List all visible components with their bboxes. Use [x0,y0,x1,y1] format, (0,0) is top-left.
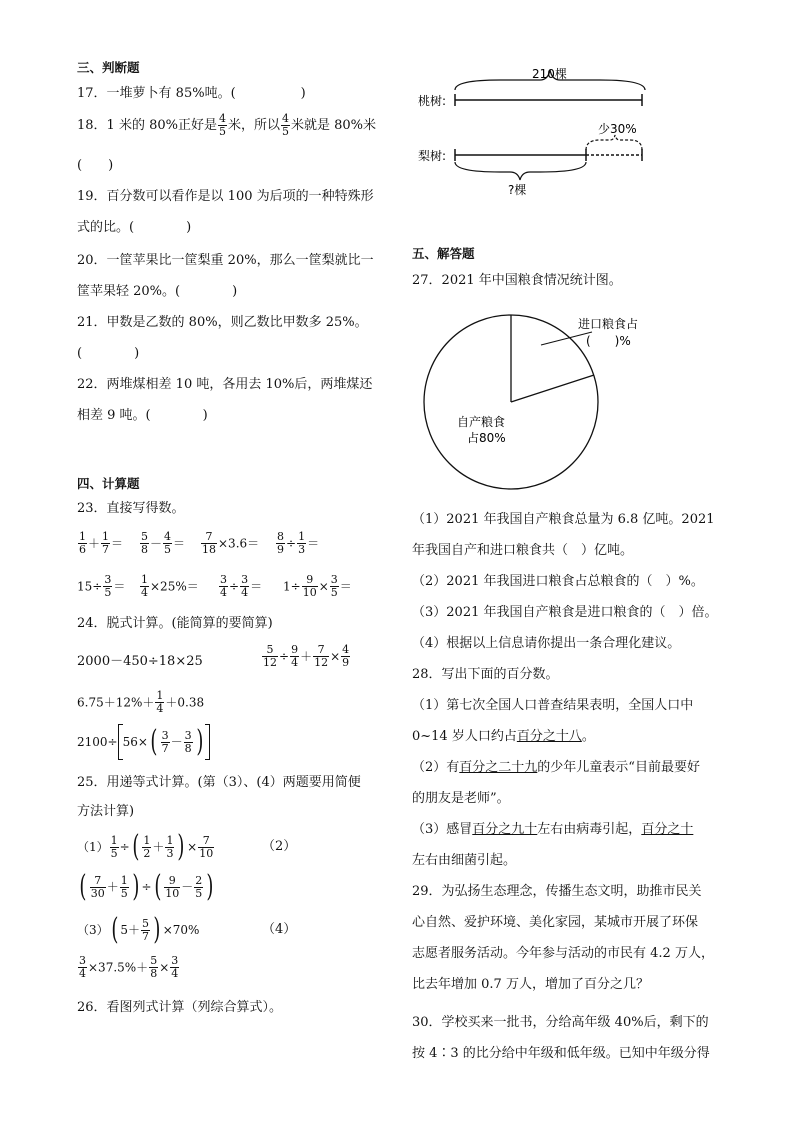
calc-25-4: $\frac{3}{4}$ ×37.5%＋ $\frac{5}{8}$ × $\frac{3}{4}$ [79,954,179,980]
calc-15-div-3-5: 15÷ $\frac{3}{5}$ ＝ [77,573,126,599]
unknown-trees-label: ?棵 [508,183,527,197]
section-4-title: 四、计算题 [77,476,140,491]
import-blank: ( )% [586,334,631,348]
calc-25-2: ( $\frac{7}{30}$ ＋ $\frac{1}{5}$ ) ÷( $\frac{9}{10}$ － $\frac{2}{5}$ ) [79,869,214,904]
question-28-1-line1: （1）第七次全国人口普查结果表明，全国人口中 [412,698,694,713]
grain-pie-chart [420,302,680,502]
calc-1-div-9-10-times-3-5: 1÷ $\frac{9}{10}$ × $\frac{3}{5}$ ＝ [283,573,352,599]
question-22-line1: 22．两堆煤相差 10 吨，各用去 10%后，两堆煤还 [77,377,373,392]
tree-comparison-diagram [410,60,660,200]
question-18: 18．1 米的 80%正好是 $\frac{4}{5}$ 米，所以 $\frac{4}{5}$ 米就是 80%米 [77,112,377,138]
calc-24-expr2: $\frac{5}{12}$ ÷ $\frac{9}{4}$ ＋ $\frac{7}{12}$ × $\frac{4}{9}$ [263,643,350,669]
question-24: 24．脱式计算。(能简算的要简算) [77,616,273,631]
fraction: $\frac{4}{5}$ [282,112,289,138]
question-18-answer-blank: ( ) [77,158,114,173]
question-27-3: （3）2021 年我国自产粮食是进口粮食的（ ）倍。 [412,605,718,620]
section-3-title: 三、判断题 [77,60,140,75]
question-29-line4: 比去年增加 0.7 万人，增加了百分之几？ [412,977,649,992]
peach-total-label: 210棵 [532,67,567,81]
calc-1-6-plus-1-7: $\frac{1}{6}$ ＋ $\frac{1}{7}$ ＝ [79,530,124,556]
question-25-line1: 25．用递等式计算。(第（3）、(4）两题要用简便 [77,775,361,790]
question-27-1-line1: （1）2021 年我国自产粮食总量为 6.8 亿吨。2021 [412,512,715,527]
question-19-line2: 式的比。( ) [77,220,192,235]
calc-25-4-label: （4） [262,922,297,937]
peach-label: 桃树: [418,94,447,108]
calc-7-18-times-3-6: $\frac{7}{18}$ ×3.6＝ [202,530,260,556]
calc-1-4-times-25pct: $\frac{1}{4}$ ×25%＝ [141,573,199,599]
question-27-2: （2）2021 年我国进口粮食占总粮食的（ ）%。 [412,574,704,589]
question-17: 17．一堆萝卜有 85%吨。( ) [77,86,306,101]
calc-8-9-div-1-3: $\frac{8}{9}$ ÷ $\frac{1}{3}$ ＝ [277,530,320,556]
calc-24-expr4: 2100÷ 56×( $\frac{3}{7}$ － $\frac{3}{8}$ ) [77,724,210,760]
question-27-4: （4）根据以上信息请你提出一条合理化建议。 [412,636,681,651]
pear-label: 梨树: [418,149,447,163]
question-20-line1: 20．一筐苹果比一筐梨重 20%，那么一筐梨就比一 [77,253,374,268]
calc-25-2-label: （2） [262,839,297,854]
pie-slice-boundary-end [511,375,594,402]
question-19-line1: 19．百分数可以看作是以 100 为后项的一种特殊形 [77,189,374,204]
brace-less [586,135,642,150]
question-27: 27．2021 年中国粮食情况统计图。 [412,273,622,288]
import-label: 进口粮食占 [578,317,639,331]
question-28: 28．写出下面的百分数。 [412,667,559,682]
question-21-line2: ( ) [77,346,140,361]
question-30-line2: 按 4∶3 的比分给中年级和低年级。已知中年级分得 [412,1046,710,1061]
question-29-line1: 29．为弘扬生态理念，传播生态文明，助推市民关 [412,884,702,899]
self-produced-label: 自产粮食 [457,415,506,429]
fraction: $\frac{4}{5}$ [218,112,226,138]
question-27-1-line2: 年我国自产和进口粮食共（ ）亿吨。 [412,543,634,558]
less-percent-label: 少30% [598,122,637,136]
question-29-line2: 心自然、爱护环境、美化家园，某城市开展了环保 [412,915,699,930]
question-28-2-line1: （2）有百分之二十九的少年儿童表示“目前最要好 [412,760,700,775]
question-23: 23．直接写得数。 [77,501,185,516]
question-25-line2: 方法计算) [77,804,135,819]
question-28-1-line2: 0~14 岁人口约占百分之十八。 [412,729,595,744]
calc-25-1: （1） $\frac{1}{5}$ ÷( $\frac{1}{2}$ ＋ $\frac{1}{3}$ ) × $\frac{7}{10}$ [77,829,214,864]
self-produced-value: 占80% [467,431,506,445]
brace-bottom [455,162,586,180]
question-30-line1: 30．学校买来一批书，分给高年级 40%后，剩下的 [412,1015,709,1030]
calc-24-expr1: 2000－450÷18×25 [77,654,203,669]
import-leader-line [541,332,592,345]
question-28-2-line2: 的朋友是老师”。 [412,791,510,806]
question-28-3-line1: （3）感冒百分之九十左右由病毒引起，百分之十 [412,822,694,837]
question-20-line2: 筐苹果轻 20%。( ) [77,284,238,299]
calc-3-4-div-3-4: $\frac{3}{4}$ ÷ $\frac{3}{4}$ ＝ [220,573,263,599]
question-22-line2: 相差 9 吨。( ) [77,408,208,423]
section-5-title: 五、解答题 [412,246,475,261]
question-29-line3: 志愿者服务活动。今年参与活动的市民有 4.2 万人， [412,946,714,961]
calc-5-8-minus-4-5: $\frac{5}{8}$ － $\frac{4}{5}$ ＝ [141,530,186,556]
question-21-line1: 21．甲数是乙数的 80%，则乙数比甲数多 25%。 [77,315,368,330]
question-26: 26．看图列式计算（列综合算式）。 [77,1000,283,1015]
calc-24-expr3: 6.75＋12%＋ $\frac{1}{4}$ ＋0.38 [77,689,205,715]
question-28-3-line2: 左右由细菌引起。 [412,853,517,868]
calc-25-3: （3）( 5＋ $\frac{5}{7}$ ) ×70% [77,912,200,947]
